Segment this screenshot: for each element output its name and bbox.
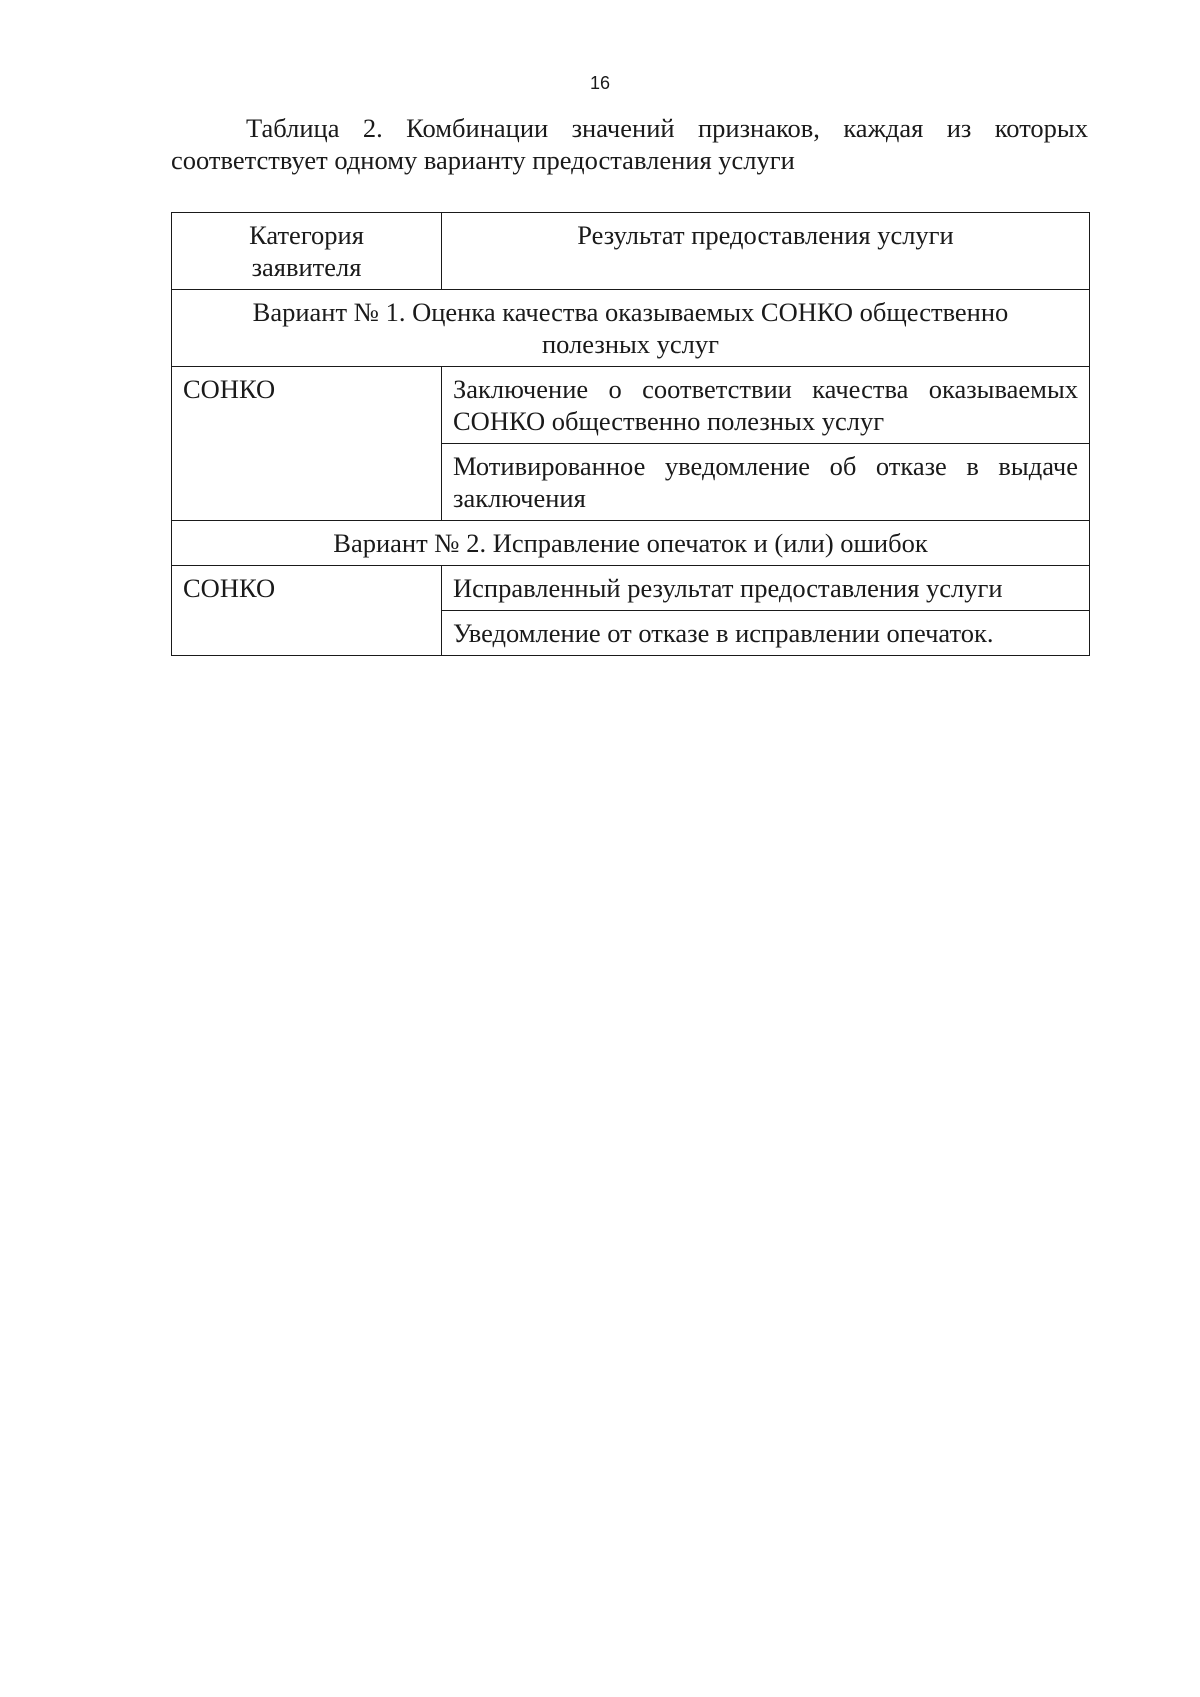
variant-2-category: СОНКО xyxy=(172,566,442,656)
variant-2-result-2: Уведомление от отказе в исправлении опечаток. xyxy=(442,611,1090,656)
results-table xyxy=(171,212,1090,656)
page-number: 16 xyxy=(589,73,611,93)
header-service-result: Результат предоставления услуги xyxy=(442,213,1090,290)
table-header-row xyxy=(172,213,1090,290)
variant-1-result-1: Заключение о соответствии качества оказываемых СОНКО общественно полезных услуг xyxy=(442,367,1090,444)
table-row xyxy=(172,367,1090,444)
variant-1-result-2: Мотивированное уведомление об отказе в выдаче заключения xyxy=(442,444,1090,521)
header-applicant-category: Категория заявителя xyxy=(172,213,442,290)
variant-1-category: СОНКО xyxy=(172,367,442,521)
variant-2-result-1: Исправленный результат предоставления услуги xyxy=(442,566,1090,611)
variant-row xyxy=(172,290,1090,367)
variant-row xyxy=(172,521,1090,566)
table-row xyxy=(172,566,1090,611)
variant-2-title: Вариант № 2. Исправление опечаток и (или) ошибок xyxy=(172,521,1090,566)
table-caption: Таблица 2. Комбинации значений признаков, каждая из которых соответствует одному варианту предоставления услуги xyxy=(171,113,1088,175)
variant-1-title: Вариант № 1. Оценка качества оказываемых СОНКО общественно полезных услуг xyxy=(172,290,1090,367)
